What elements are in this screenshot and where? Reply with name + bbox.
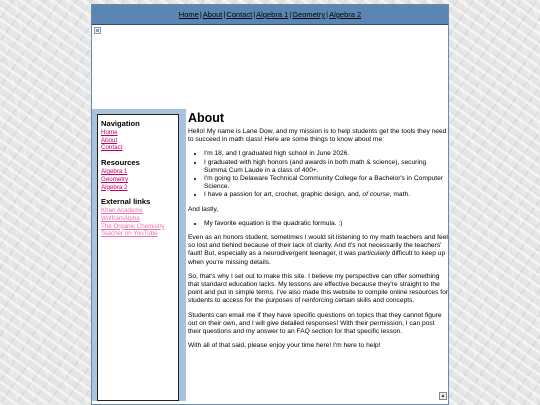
nav-separator: | (326, 10, 329, 19)
nav-link-about[interactable]: About (202, 10, 223, 19)
lastly-paragraph: And lastly, (188, 205, 219, 213)
banner-area (92, 25, 448, 109)
list-item (101, 137, 175, 145)
main-content (187, 109, 448, 401)
fact-text: I have a passion for art, crochet, graphic design, and, (204, 191, 363, 199)
sidebar (97, 114, 179, 401)
nav-link-home[interactable]: Home (178, 10, 199, 19)
list-item (101, 184, 175, 192)
broken-image-icon (94, 27, 101, 34)
intro-paragraph: Hello! My name is Lane Dow, and my mission is to help students get the tools they need to succeed in math class! Here are some things to know about me: (188, 128, 447, 144)
sidebar-navigation-list (101, 129, 175, 152)
favorite-list (188, 220, 448, 228)
nav-separator: | (253, 10, 256, 19)
nav-link-geometry[interactable]: Geometry (292, 10, 326, 19)
sidebar-link-home[interactable]: Home (101, 129, 118, 136)
list-item (101, 129, 175, 137)
paragraph-text: Even as an honors student, sometimes I would sit listening to my math teachers and feel so lost and behind because of their lack of clarity. And it's not necessarily the teachers' fault! But, especially as a neurodivergent teenager, it was (188, 234, 448, 258)
list-item (101, 223, 175, 238)
paragraph-emphasis: particularly (357, 250, 390, 258)
list-item (101, 144, 175, 152)
sidebar-link-contact[interactable]: Contact (101, 144, 123, 152)
list-item: • My favorite equation is the quadratic formula. :) (204, 220, 448, 228)
sidebar-link-algebra-2[interactable]: Algebra 2 (101, 183, 128, 191)
about-facts-list (188, 150, 448, 199)
email-paragraph: Students can email me if they have specific questions on topics that they cannot figure out on their own, and I will give detailed responses! With their permission, I can post their questions and my answer to an FAQ section for that specific lesson. (188, 311, 442, 336)
fact-text: , math. (389, 191, 411, 199)
external-link-organic-chemistry-teacher[interactable]: The Organic Chemistry Teacher on YouTube (101, 222, 165, 238)
page-container (91, 4, 449, 405)
page-title: About (188, 111, 225, 125)
sidebar-link-algebra-1[interactable]: Algebra 1 (101, 168, 128, 176)
nav-link-algebra-2[interactable]: Algebra 2 (329, 10, 362, 19)
top-navigation (92, 5, 448, 25)
fact-emphasis: of course (362, 191, 390, 199)
scroll-up-icon[interactable]: ▲ (440, 393, 446, 399)
nav-separator: | (289, 10, 292, 19)
nav-separator: | (223, 10, 226, 19)
site-purpose-paragraph: So, that's why I set out to make this site. I believe my perspective can offer something that standard education lacks. My lessons are effective because they're straight to the point and put in simple terms. I've also made this website to compile online resources for students to access for the purposes of reinforcing certain skills and concepts. (188, 272, 449, 305)
sidebar-link-geometry[interactable]: Geometry (101, 175, 129, 183)
sidebar-heading-external-links: External links (101, 197, 151, 207)
external-link-wolframalpha[interactable]: WolframAlpha (101, 214, 140, 222)
list-item: • I'm going to Delaware Technical Community College for a Bachelor's in Computer Science. (204, 175, 448, 191)
list-item (101, 168, 175, 176)
list-item (101, 176, 175, 184)
list-item (101, 215, 175, 223)
honors-paragraph (188, 234, 448, 267)
list-item (204, 191, 448, 199)
nav-link-algebra-1[interactable]: Algebra 1 (256, 10, 289, 19)
closing-paragraph: With all of that said, please enjoy your time here! I'm here to help! (188, 342, 381, 350)
external-link-khan-academy[interactable]: Khan Academy (101, 207, 143, 215)
list-item (101, 207, 175, 215)
sidebar-resources-list (101, 168, 175, 191)
sidebar-external-list (101, 207, 175, 238)
list-item: • I graduated with high honors (and awards in both math & science), securing Summa Cum Laude in a class of 400+. (204, 159, 448, 175)
sidebar-heading-resources: Resources (101, 158, 140, 168)
list-item: • I'm 18, and I graduated high school in June 2026. (204, 150, 448, 158)
sidebar-heading-navigation: Navigation (101, 119, 140, 128)
lower-section (92, 109, 448, 401)
nav-link-contact[interactable]: Contact (226, 10, 253, 19)
sidebar-link-about[interactable]: About (101, 136, 118, 144)
paragraph-text: difficult to keep up when you're missing details. (188, 250, 446, 266)
nav-separator: | (199, 10, 202, 19)
